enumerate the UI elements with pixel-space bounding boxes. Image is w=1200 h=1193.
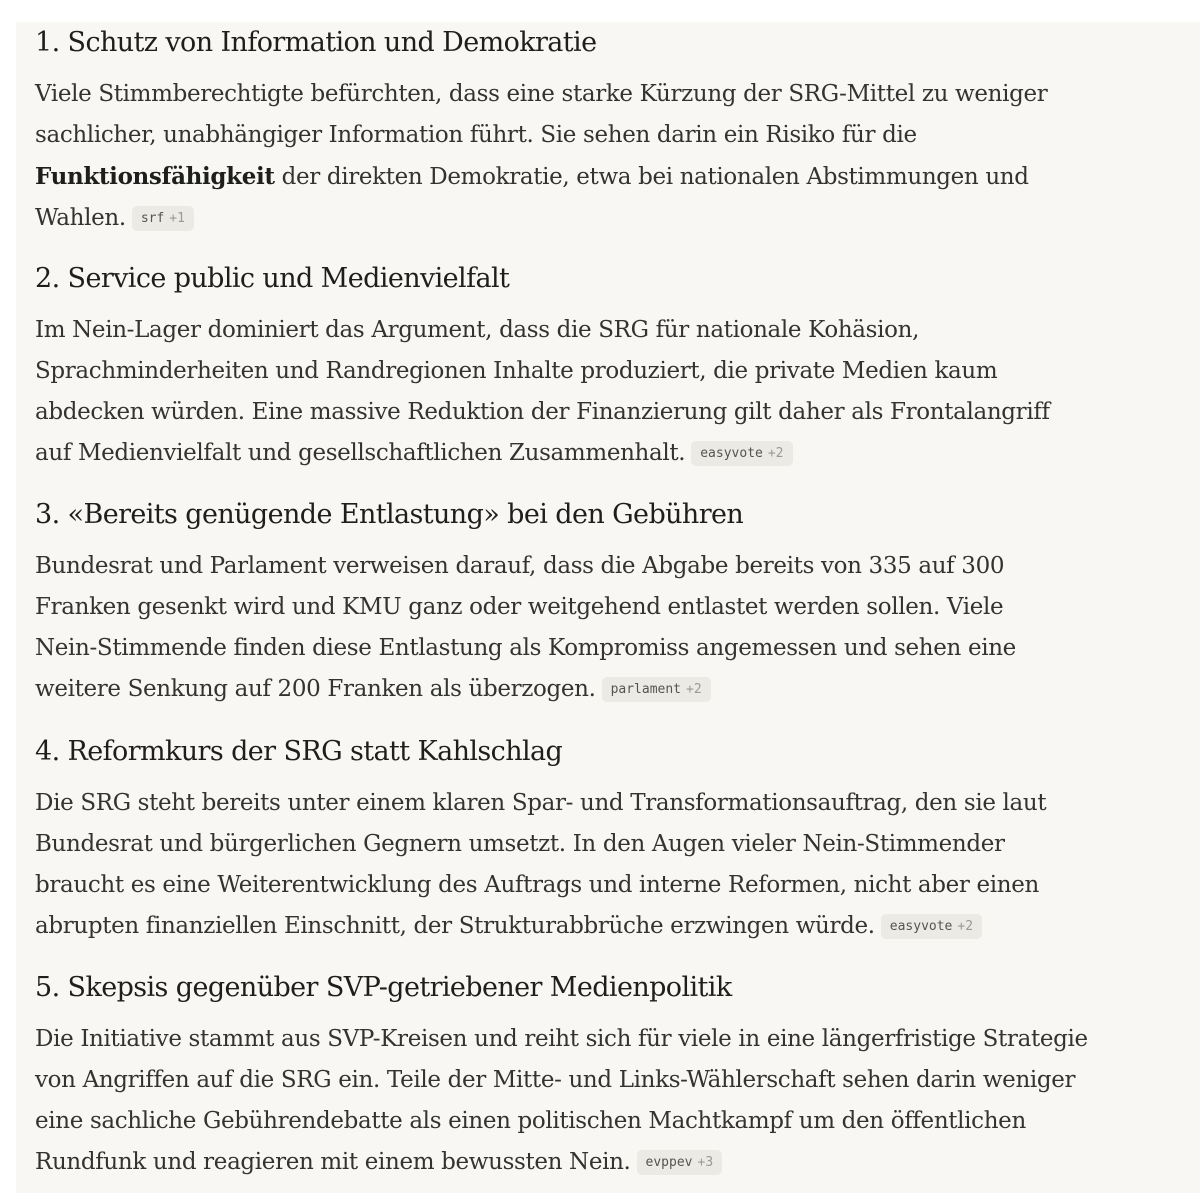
- citation-source: srf: [140, 211, 165, 226]
- paragraph-line: Die SRG steht bereits unter einem klaren Spar- und Transformationsauftrag, den sie laut: [35, 790, 1047, 816]
- paragraph-line: Franken gesenkt wird und KMU ganz oder weitgehend entlastet werden sollen. Viele: [35, 594, 1004, 620]
- paragraph-line: Viele Stimmberechtigte befürchten, dass eine starke Kürzung der SRG-Mittel zu weniger: [35, 81, 1048, 107]
- citation-count: +1: [169, 211, 185, 226]
- section-2: [35, 262, 1195, 474]
- citation-source: parlament: [610, 682, 682, 697]
- section-paragraph: [35, 74, 1195, 239]
- paragraph-line: Nein-Stimmende finden diese Entlastung als Kompromiss angemessen und sehen eine: [35, 635, 1016, 661]
- paragraph-text: auf Medienvielfalt und gesellschaftlichen Zusammenhalt.: [35, 440, 686, 466]
- section-paragraph: [35, 546, 1195, 710]
- citation-chip[interactable]: [132, 206, 194, 231]
- paragraph-line: [35, 669, 1195, 710]
- paragraph-line: [35, 433, 1195, 474]
- section-paragraph: [35, 310, 1195, 474]
- citation-count: +2: [957, 919, 974, 934]
- section-heading: 3. «Bereits genügende Entlastung» bei den Gebühren: [35, 499, 744, 530]
- section-heading: 4. Reformkurs der SRG statt Kahlschlag: [35, 736, 563, 767]
- paragraph-line: [35, 198, 1195, 239]
- section-1: [35, 26, 1195, 239]
- section-heading: 1. Schutz von Information und Demokratie: [35, 27, 597, 58]
- paragraph-line: [35, 906, 1195, 947]
- bold-term: Funktionsfähigkeit: [35, 163, 275, 190]
- citation-count: +2: [686, 682, 702, 697]
- section-4: [35, 735, 1195, 947]
- citation-source: evppev: [645, 1155, 693, 1170]
- section-heading: 5. Skepsis gegenüber SVP-getriebener Medienpolitik: [35, 972, 732, 1003]
- paragraph-text: abrupten finanziellen Einschnitt, der Strukturabbrüche erzwingen würde.: [35, 913, 875, 939]
- citation-chip[interactable]: [602, 677, 711, 702]
- paragraph-text: Wahlen.: [35, 205, 126, 231]
- section-5: [35, 971, 1195, 1183]
- section-paragraph: [35, 783, 1195, 947]
- paragraph-line: Die Initiative stammt aus SVP-Kreisen und reiht sich für viele in eine längerfristige Strategie: [35, 1026, 1088, 1052]
- paragraph-line: [35, 156, 1195, 198]
- paragraph-text: der direkten Demokratie, etwa bei nationalen Abstimmungen und: [274, 164, 1029, 190]
- paragraph-text: weitere Senkung auf 200 Franken als überzogen.: [35, 676, 596, 702]
- paragraph-line: von Angriffen auf die SRG ein. Teile der Mitte- und Links-Wählerschaft sehen darin weniger: [35, 1067, 1076, 1093]
- section-3: [35, 498, 1195, 710]
- answer-panel: [16, 22, 1200, 1193]
- paragraph-line: Im Nein-Lager dominiert das Argument, dass die SRG für nationale Kohäsion,: [35, 317, 920, 343]
- paragraph-line: Sprachminderheiten und Randregionen Inhalte produziert, die private Medien kaum: [35, 358, 998, 384]
- citation-chip[interactable]: [881, 914, 982, 939]
- paragraph-line: braucht es eine Weiterentwicklung des Auftrags und interne Reformen, nicht aber einen: [35, 872, 1039, 898]
- paragraph-line: abdecken würden. Eine massive Reduktion der Finanzierung gilt daher als Frontalangriff: [35, 399, 1050, 425]
- paragraph-line: Bundesrat und Parlament verweisen darauf, dass die Abgabe bereits von 335 auf 300: [35, 553, 1005, 579]
- citation-count: +2: [767, 446, 784, 461]
- citation-chip[interactable]: [691, 441, 792, 466]
- section-paragraph: [35, 1019, 1195, 1183]
- paragraph-line: [35, 1142, 1195, 1183]
- paragraph-line: eine sachliche Gebührendebatte als einen politischen Machtkampf um den öffentlichen: [35, 1108, 1026, 1134]
- citation-source: easyvote: [889, 919, 953, 934]
- paragraph-line: Bundesrat und bürgerlichen Gegnern umsetzt. In den Augen vieler Nein-Stimmender: [35, 831, 1005, 857]
- paragraph-line: sachlicher, unabhängiger Information führt. Sie sehen darin ein Risiko für die: [35, 122, 917, 148]
- citation-chip[interactable]: [637, 1150, 723, 1175]
- citation-source: easyvote: [700, 446, 763, 461]
- citation-count: +3: [697, 1155, 714, 1170]
- paragraph-text: Rundfunk und reagieren mit einem bewussten Nein.: [35, 1149, 631, 1175]
- section-heading: 2. Service public und Medienvielfalt: [35, 263, 510, 294]
